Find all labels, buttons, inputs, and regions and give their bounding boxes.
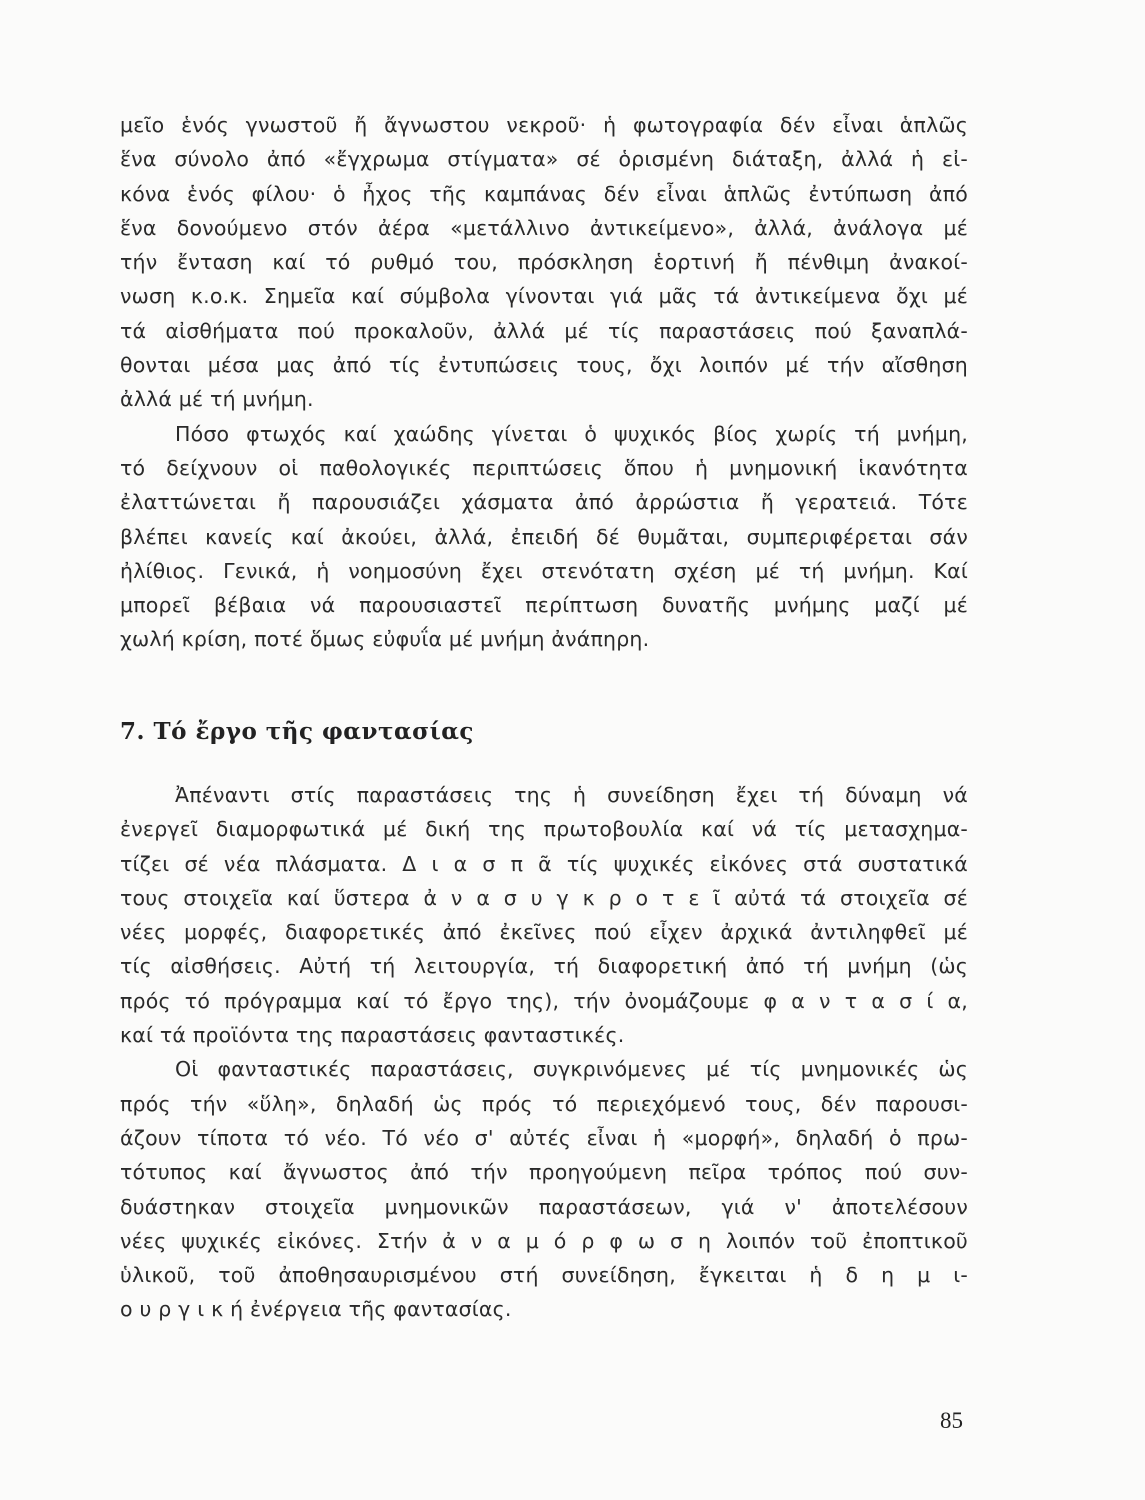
- text-line: τήν ἔνταση καί τό ρυθμό του, πρόσκληση ἑορτινή ἤ πένθιμη ἀνακοί-: [120, 250, 968, 275]
- text-line: πρός τήν «ὕλη», δηλαδή ὡς πρός τό περιεχόμενό τους, δέν παρουσι-: [120, 1091, 968, 1116]
- text-line: ο υ ρ γ ι κ ή ἐνέργεια τῆς φαντασίας.: [120, 1297, 512, 1322]
- text-line: νέες μορφές, διαφορετικές ἀπό ἐκεῖνες πού εἶχεν ἀρχικά ἀντιληφθεῖ μέ: [120, 920, 968, 945]
- text-line: δυάστηκαν στοιχεῖα μνημονικῶν παραστάσεων, γιά ν' ἀποτελέσουν: [120, 1194, 968, 1219]
- text-line: ἕνα σύνολο ἀπό «ἔγχρωμα στίγματα» σέ ὁρισμένη διάταξη, ἀλλά ἡ εἰ-: [120, 147, 968, 172]
- text-line: θονται μέσα μας ἀπό τίς ἐντυπώσεις τους, ὄχι λοιπόν μέ τήν αἴσθηση: [120, 353, 968, 378]
- text-line: τά αἰσθήματα πού προκαλοῦν, ἀλλά μέ τίς παραστάσεις πού ξαναπλά-: [120, 318, 968, 343]
- text-line: ἠλίθιος. Γενικά, ἡ νοημοσύνη ἔχει στενότατη σχέση μέ τή μνήμη. Καί: [120, 558, 968, 583]
- text-line: μεῖο ἑνός γνωστοῦ ἤ ἄγνωστου νεκροῦ· ἡ φωτογραφία δέν εἶναι ἁπλῶς: [120, 113, 968, 137]
- text-line: τίζει σέ νέα πλάσματα. Δ ι α σ π ᾶ τίς ψυχικές εἰκόνες στά συστατικά: [120, 851, 968, 876]
- text-line: νέες ψυχικές εἰκόνες. Στήν ἀ ν α μ ό ρ φ ω σ η λοιπόν τοῦ ἐποπτικοῦ: [120, 1228, 968, 1253]
- text-line: ἐλαττώνεται ἤ παρουσιάζει χάσματα ἀπό ἀρρώστια ἤ γερατειά. Τότε: [120, 490, 968, 515]
- text-line: πρός τό πρόγραμμα καί τό ἔργο της), τήν ὀνομάζουμε φ α ν τ α σ ί α,: [120, 988, 968, 1013]
- section-heading: 7. Τό ἔργο τῆς φαντασίας: [120, 718, 474, 745]
- text-line: ὑλικοῦ, τοῦ ἀποθησαυρισμένου στή συνείδηση, ἔγκειται ἡ δ η μ ι-: [120, 1263, 968, 1288]
- text-block-imagination: [120, 778, 968, 1327]
- page-number: 85: [940, 1408, 963, 1433]
- text-line: Ἀπέναντι στίς παραστάσεις της ἡ συνείδηση ἔχει τή δύναμη νά: [175, 783, 968, 807]
- text-line: νωση κ.ο.κ. Σημεῖα καί σύμβολα γίνονται γιά μᾶς τά ἀντικείμενα ὄχι μέ: [120, 284, 968, 309]
- text-line: τους στοιχεῖα καί ὕστερα ἀ ν α σ υ γ κ ρ ο τ ε ῖ αὐτά τά στοιχεῖα σέ: [120, 885, 968, 910]
- text-line: χωλή κρίση, ποτέ ὅμως εὐφυΐα μέ μνήμη ἀνάπηρη.: [120, 627, 650, 652]
- text-line: ἀλλά μέ τή μνήμη.: [120, 387, 314, 412]
- text-line: καί τά προϊόντα της παραστάσεις φανταστικές.: [120, 1023, 625, 1048]
- text-line: ἕνα δονούμενο στόν ἀέρα «μετάλλινο ἀντικείμενο», ἀλλά, ἀνάλογα μέ: [120, 215, 968, 240]
- text-line: κόνα ἑνός φίλου· ὁ ἦχος τῆς καμπάνας δέν εἶναι ἁπλῶς ἐντύπωση ἀπό: [120, 181, 968, 206]
- text-line: τίς αἰσθήσεις. Αὐτή τή λειτουργία, τή διαφορετική ἀπό τή μνήμη (ὡς: [120, 954, 968, 979]
- text-line: τό δείχνουν οἱ παθολογικές περιπτώσεις ὅπου ἡ μνημονική ἱκανότητα: [120, 455, 968, 480]
- text-line: βλέπει κανείς καί ἀκούει, ἀλλά, ἐπειδή δέ θυμᾶται, συμπεριφέρεται σάν: [120, 524, 968, 549]
- text-block-memory: [120, 108, 968, 657]
- text-line: ἐνεργεῖ διαμορφωτικά μέ δική της πρωτοβουλία καί νά τίς μετασχημα-: [120, 817, 968, 842]
- text-line: Οἱ φανταστικές παραστάσεις, συγκρινόμενες μέ τίς μνημονικές ὡς: [175, 1057, 968, 1082]
- text-line: Πόσο φτωχός καί χαώδης γίνεται ὁ ψυχικός βίος χωρίς τή μνήμη,: [175, 421, 968, 446]
- text-line: άζουν τίποτα τό νέο. Τό νέο σ' αὐτές εἶναι ἡ «μορφή», δηλαδή ὁ πρω-: [120, 1125, 968, 1150]
- text-line: τότυπος καί ἄγνωστος ἀπό τήν προηγούμενη πεῖρα τρόπος πού συν-: [120, 1160, 968, 1185]
- text-line: μπορεῖ βέβαια νά παρουσιαστεῖ περίπτωση δυνατῆς μνήμης μαζί μέ: [120, 593, 968, 618]
